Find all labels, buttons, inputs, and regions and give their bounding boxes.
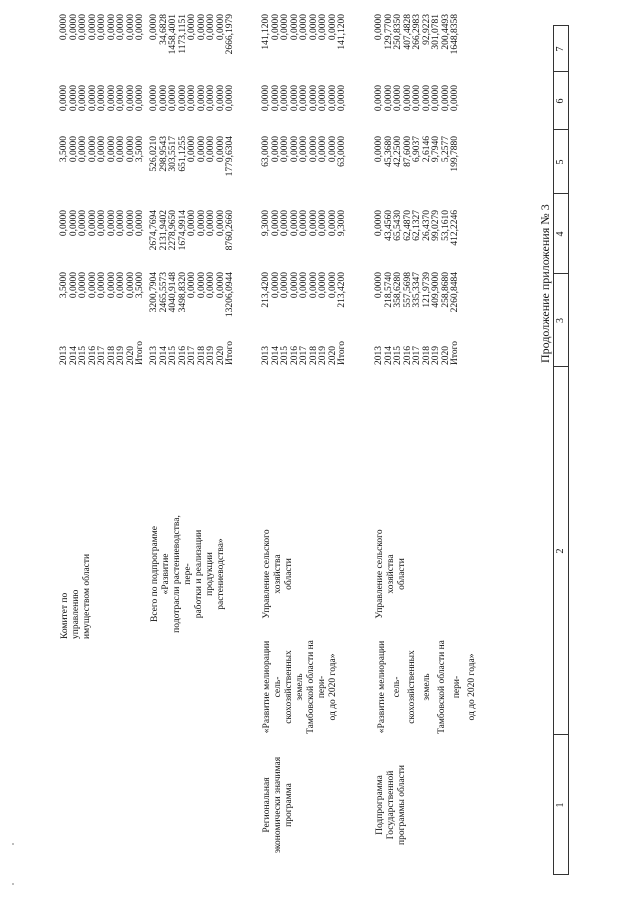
- value-column: [375, 335, 461, 365]
- total-cell: 3200,7904: [149, 272, 159, 313]
- federal-cell: 62,1327: [412, 210, 423, 241]
- regional-cell: 63,0000: [261, 136, 271, 167]
- year-cell: 2016: [402, 346, 413, 365]
- scan-artifact: [12, 843, 14, 845]
- other-cell: 0,0000: [106, 14, 117, 41]
- regional-cell: 3,5000: [59, 136, 69, 163]
- total-cell: 0,0000: [196, 272, 207, 299]
- local-cell: 0,0000: [402, 85, 413, 112]
- regional-cell: 45,3680: [383, 136, 394, 167]
- other-cell: 301,0781: [431, 14, 442, 50]
- local-cell: 0,0000: [270, 85, 281, 112]
- regional-cell: 0,0000: [318, 136, 329, 163]
- regional-cell: 0,0000: [125, 136, 136, 163]
- year-cell: 2014: [383, 346, 394, 365]
- other-cell: 0,0000: [68, 14, 79, 41]
- local-cell: 0,0000: [393, 85, 404, 112]
- value-column: [150, 14, 236, 72]
- header-col-3: 3: [555, 318, 566, 323]
- total-cell: 557,5698: [402, 272, 413, 308]
- year-cell: 2013: [59, 346, 69, 365]
- total-cell: 0,0000: [270, 272, 281, 299]
- total-cell: 0,0000: [106, 272, 117, 299]
- program-name-cell: «Развитие мелиорации сель- скохозяйственных земель Тамбовской области на пери- од до 2020 года»: [377, 640, 477, 734]
- federal-cell: 0,0000: [87, 210, 98, 237]
- regional-cell: 2,6146: [421, 136, 432, 163]
- other-cell: 129,7700: [383, 14, 394, 50]
- value-column: [262, 335, 348, 365]
- regional-cell: 3,5000: [135, 136, 146, 163]
- local-cell: 0,0000: [78, 85, 89, 112]
- local-cell: 0,0000: [125, 85, 136, 112]
- program-name-cell: «Развитие мелиорации сель- скохозяйственных земель Тамбовской области на пери- од до 2020 года»: [262, 640, 338, 734]
- other-cell: 0,0000: [374, 14, 384, 41]
- federal-cell: 8760,2660: [225, 210, 236, 251]
- total-cell: 218,5740: [383, 272, 394, 308]
- regional-cell: 0,0000: [68, 136, 79, 163]
- year-cell: 2020: [125, 346, 136, 365]
- year-cell: 2013: [261, 346, 271, 365]
- local-cell: 0,0000: [206, 85, 217, 112]
- total-cell: 409,9000: [431, 272, 442, 308]
- local-cell: 0,0000: [261, 85, 271, 112]
- executor-cell: Всего по подпрограмме «Развитие подотрасли растениеводства, пере- работки и реализации продукции растениеводства»: [150, 515, 226, 633]
- year-cell: 2019: [206, 346, 217, 365]
- value-column: [375, 85, 461, 127]
- total-cell: 0,0000: [299, 272, 310, 299]
- header-col-6: 6: [555, 98, 566, 104]
- other-cell: 250,8350: [393, 14, 404, 50]
- federal-cell: 99,0279: [431, 210, 442, 241]
- federal-cell: 0,0000: [187, 210, 198, 237]
- value-column: [375, 272, 461, 327]
- regional-cell: 6,9037: [412, 136, 423, 163]
- year-cell: 2017: [299, 346, 310, 365]
- federal-cell: 0,0000: [289, 210, 300, 237]
- local-cell: 0,0000: [97, 85, 108, 112]
- local-cell: 0,0000: [412, 85, 423, 112]
- regional-cell: 5,2577: [440, 136, 451, 163]
- federal-cell: 26,4370: [421, 210, 432, 241]
- federal-cell: 62,4870: [402, 210, 413, 241]
- federal-cell: 0,0000: [59, 210, 69, 237]
- federal-cell: 9,3000: [337, 210, 348, 237]
- other-cell: 0,0000: [327, 14, 338, 41]
- total-cell: 0,0000: [280, 272, 291, 299]
- value-column: [262, 136, 348, 191]
- federal-cell: 0,0000: [318, 210, 329, 237]
- year-cell: Итого: [450, 340, 461, 365]
- total-cell: 0,0000: [289, 272, 300, 299]
- local-cell: 0,0000: [450, 85, 461, 112]
- other-cell: 266,2983: [412, 14, 423, 50]
- local-cell: 0,0000: [135, 85, 146, 112]
- local-cell: 0,0000: [177, 85, 188, 112]
- year-cell: 2019: [431, 346, 442, 365]
- other-cell: 141,1200: [261, 14, 271, 50]
- header-col-1: 1: [555, 802, 566, 808]
- regional-cell: 651,1255: [177, 136, 188, 172]
- other-cell: 0,0000: [97, 14, 108, 41]
- local-cell: 0,0000: [318, 85, 329, 112]
- local-cell: 0,0000: [116, 85, 127, 112]
- other-cell: 34,6828: [158, 14, 169, 45]
- local-cell: 0,0000: [299, 85, 310, 112]
- header-col-7: 7: [555, 46, 566, 52]
- local-cell: 0,0000: [440, 85, 451, 112]
- other-cell: 0,0000: [78, 14, 89, 41]
- regional-cell: 87,6000: [402, 136, 413, 167]
- program-type-cell: Подпрограмма Государственной программы области: [375, 765, 407, 845]
- regional-cell: 199,7880: [450, 136, 461, 172]
- local-cell: 0,0000: [187, 85, 198, 112]
- local-cell: 0,0000: [215, 85, 226, 112]
- page-heading: Продолжение приложения № 3: [538, 204, 552, 363]
- regional-cell: 9,7940: [431, 136, 442, 163]
- federal-cell: 0,0000: [106, 210, 117, 237]
- value-column: [375, 14, 461, 72]
- regional-cell: 0,0000: [280, 136, 291, 163]
- other-cell: 200,4493: [440, 14, 451, 50]
- federal-cell: 2131,9402: [158, 210, 169, 251]
- federal-cell: 1674,9914: [177, 210, 188, 251]
- total-cell: 0,0000: [116, 272, 127, 299]
- other-cell: 0,0000: [59, 14, 69, 41]
- value-column: [60, 210, 146, 265]
- value-column: [150, 136, 236, 191]
- year-cell: 2020: [327, 346, 338, 365]
- other-cell: 0,0000: [270, 14, 281, 41]
- regional-cell: 0,0000: [78, 136, 89, 163]
- local-cell: 0,0000: [106, 85, 117, 112]
- year-cell: 2016: [289, 346, 300, 365]
- year-cell: 2017: [97, 346, 108, 365]
- other-cell: 0,0000: [299, 14, 310, 41]
- total-cell: 0,0000: [318, 272, 329, 299]
- total-cell: 0,0000: [125, 272, 136, 299]
- federal-cell: 53,1610: [440, 210, 451, 241]
- total-cell: 213,4200: [261, 272, 271, 308]
- regional-cell: 0,0000: [299, 136, 310, 163]
- value-column: [150, 210, 236, 265]
- value-column: [262, 272, 348, 327]
- year-cell: 2015: [393, 346, 404, 365]
- local-cell: 0,0000: [225, 85, 236, 112]
- regional-cell: 63,0000: [337, 136, 348, 167]
- value-column: [60, 335, 146, 365]
- federal-cell: 0,0000: [78, 210, 89, 237]
- total-cell: 0,0000: [97, 272, 108, 299]
- other-cell: 0,0000: [125, 14, 136, 41]
- total-cell: 121,9739: [421, 272, 432, 308]
- federal-cell: 0,0000: [327, 210, 338, 237]
- value-column: [150, 272, 236, 327]
- year-cell: 2014: [68, 346, 79, 365]
- year-cell: 2018: [308, 346, 319, 365]
- regional-cell: 0,0000: [270, 136, 281, 163]
- federal-cell: 0,0000: [125, 210, 136, 237]
- total-cell: 13206,0944: [225, 272, 236, 318]
- total-cell: 2260,8484: [450, 272, 461, 313]
- header-col-2: 2: [555, 548, 566, 554]
- local-cell: 0,0000: [158, 85, 169, 112]
- other-cell: 0,0000: [149, 14, 159, 41]
- value-column: [150, 85, 236, 127]
- federal-cell: 0,0000: [116, 210, 127, 237]
- regional-cell: 0,0000: [327, 136, 338, 163]
- regional-cell: 0,0000: [87, 136, 98, 163]
- value-column: [60, 136, 146, 191]
- total-cell: 335,3347: [412, 272, 423, 308]
- scan-artifact: [12, 883, 14, 885]
- other-cell: 0,0000: [280, 14, 291, 41]
- other-cell: 0,0000: [318, 14, 329, 41]
- value-column: [375, 210, 461, 265]
- executor-cell: Управление сельского хозяйства области: [262, 529, 294, 619]
- other-cell: 0,0000: [135, 14, 146, 41]
- federal-cell: 0,0000: [299, 210, 310, 237]
- local-cell: 0,0000: [337, 85, 348, 112]
- total-cell: 0,0000: [215, 272, 226, 299]
- total-cell: 0,0000: [374, 272, 384, 299]
- value-column: [60, 85, 146, 127]
- federal-cell: 412,2246: [450, 210, 461, 246]
- year-cell: 2014: [270, 346, 281, 365]
- year-cell: 2013: [149, 346, 159, 365]
- total-cell: 3498,8320: [177, 272, 188, 313]
- federal-cell: 0,0000: [270, 210, 281, 237]
- year-cell: 2017: [187, 346, 198, 365]
- local-cell: 0,0000: [196, 85, 207, 112]
- executor-cell: Управление сельского хозяйства области: [375, 529, 407, 619]
- federal-cell: 0,0000: [68, 210, 79, 237]
- program-type-cell: Региональная экономически значимая программа: [262, 756, 294, 854]
- local-cell: 0,0000: [68, 85, 79, 112]
- value-column: [262, 85, 348, 127]
- total-cell: 0,0000: [68, 272, 79, 299]
- regional-cell: 0,0000: [196, 136, 207, 163]
- total-cell: 4040,9148: [168, 272, 179, 313]
- year-cell: 2018: [106, 346, 117, 365]
- value-column: [262, 14, 348, 72]
- local-cell: 0,0000: [149, 85, 159, 112]
- value-column: [375, 136, 461, 191]
- total-cell: 0,0000: [78, 272, 89, 299]
- regional-cell: 0,0000: [116, 136, 127, 163]
- total-cell: 0,0000: [308, 272, 319, 299]
- regional-cell: 0,0000: [215, 136, 226, 163]
- federal-cell: 0,0000: [280, 210, 291, 237]
- local-cell: 0,0000: [383, 85, 394, 112]
- regional-cell: 0,0000: [187, 136, 198, 163]
- year-cell: 2018: [421, 346, 432, 365]
- total-cell: 358,6280: [393, 272, 404, 308]
- header-col-5: 5: [555, 159, 566, 165]
- header-bottom-border: [568, 25, 569, 875]
- year-cell: 2020: [440, 346, 451, 365]
- total-cell: 258,8680: [440, 272, 451, 308]
- other-cell: 0,0000: [289, 14, 300, 41]
- other-cell: 0,0000: [206, 14, 217, 41]
- federal-cell: 0,0000: [97, 210, 108, 237]
- year-cell: 2016: [87, 346, 98, 365]
- federal-cell: 0,0000: [374, 210, 384, 237]
- other-cell: 0,0000: [187, 14, 198, 41]
- federal-cell: 65,5430: [393, 210, 404, 241]
- year-cell: 2013: [374, 346, 384, 365]
- total-cell: 213,4200: [337, 272, 348, 308]
- other-cell: 407,4828: [402, 14, 413, 50]
- regional-cell: 298,9543: [158, 136, 169, 172]
- other-cell: 1458,4001: [168, 14, 179, 55]
- total-cell: 0,0000: [327, 272, 338, 299]
- regional-cell: 0,0000: [97, 136, 108, 163]
- regional-cell: 0,0000: [289, 136, 300, 163]
- year-cell: 2014: [158, 346, 169, 365]
- local-cell: 0,0000: [327, 85, 338, 112]
- year-cell: Итого: [135, 340, 146, 365]
- other-cell: 92,9223: [421, 14, 432, 45]
- year-cell: 2019: [116, 346, 127, 365]
- year-cell: Итого: [337, 340, 348, 365]
- regional-cell: 526,0210: [149, 136, 159, 172]
- year-cell: 2016: [177, 346, 188, 365]
- year-cell: 2018: [196, 346, 207, 365]
- federal-cell: 0,0000: [206, 210, 217, 237]
- value-column: [262, 210, 348, 265]
- local-cell: 0,0000: [308, 85, 319, 112]
- total-cell: 0,0000: [187, 272, 198, 299]
- value-column: [60, 14, 146, 72]
- federal-cell: 2674,7694: [149, 210, 159, 251]
- regional-cell: 0,0000: [206, 136, 217, 163]
- total-cell: 0,0000: [87, 272, 98, 299]
- other-cell: 0,0000: [196, 14, 207, 41]
- regional-cell: 303,5517: [168, 136, 179, 172]
- federal-cell: 0,0000: [308, 210, 319, 237]
- regional-cell: 0,0000: [374, 136, 384, 163]
- other-cell: 2666,1979: [225, 14, 236, 55]
- other-cell: 1648,8358: [450, 14, 461, 55]
- other-cell: 0,0000: [116, 14, 127, 41]
- regional-cell: 1779,6304: [225, 136, 236, 177]
- header-col-4: 4: [555, 231, 566, 237]
- local-cell: 0,0000: [431, 85, 442, 112]
- local-cell: 0,0000: [168, 85, 179, 112]
- value-column: [150, 335, 236, 365]
- total-cell: 3,5000: [59, 272, 69, 299]
- federal-cell: 0,0000: [135, 210, 146, 237]
- local-cell: 0,0000: [87, 85, 98, 112]
- federal-cell: 0,0000: [196, 210, 207, 237]
- regional-cell: 0,0000: [308, 136, 319, 163]
- local-cell: 0,0000: [59, 85, 69, 112]
- value-column: [60, 272, 146, 327]
- federal-cell: 2278,9650: [168, 210, 179, 251]
- other-cell: 0,0000: [308, 14, 319, 41]
- local-cell: 0,0000: [421, 85, 432, 112]
- year-cell: 2020: [215, 346, 226, 365]
- regional-cell: 42,2500: [393, 136, 404, 167]
- local-cell: 0,0000: [280, 85, 291, 112]
- table-header: [553, 25, 568, 875]
- other-cell: 0,0000: [215, 14, 226, 41]
- year-cell: Итого: [225, 340, 236, 365]
- year-cell: 2017: [412, 346, 423, 365]
- executor-cell: Комитет по управлению имуществом области: [60, 553, 92, 639]
- federal-cell: 43,4560: [383, 210, 394, 241]
- year-cell: 2015: [280, 346, 291, 365]
- total-cell: 2465,5573: [158, 272, 169, 313]
- federal-cell: 0,0000: [215, 210, 226, 237]
- federal-cell: 9,3000: [261, 210, 271, 237]
- other-cell: 0,0000: [87, 14, 98, 41]
- local-cell: 0,0000: [289, 85, 300, 112]
- year-cell: 2015: [78, 346, 89, 365]
- year-cell: 2015: [168, 346, 179, 365]
- total-cell: 0,0000: [206, 272, 217, 299]
- regional-cell: 0,0000: [106, 136, 117, 163]
- other-cell: 1173,1151: [177, 14, 188, 54]
- total-cell: 3,5000: [135, 272, 146, 299]
- year-cell: 2019: [318, 346, 329, 365]
- local-cell: 0,0000: [374, 85, 384, 112]
- other-cell: 141,1200: [337, 14, 348, 50]
